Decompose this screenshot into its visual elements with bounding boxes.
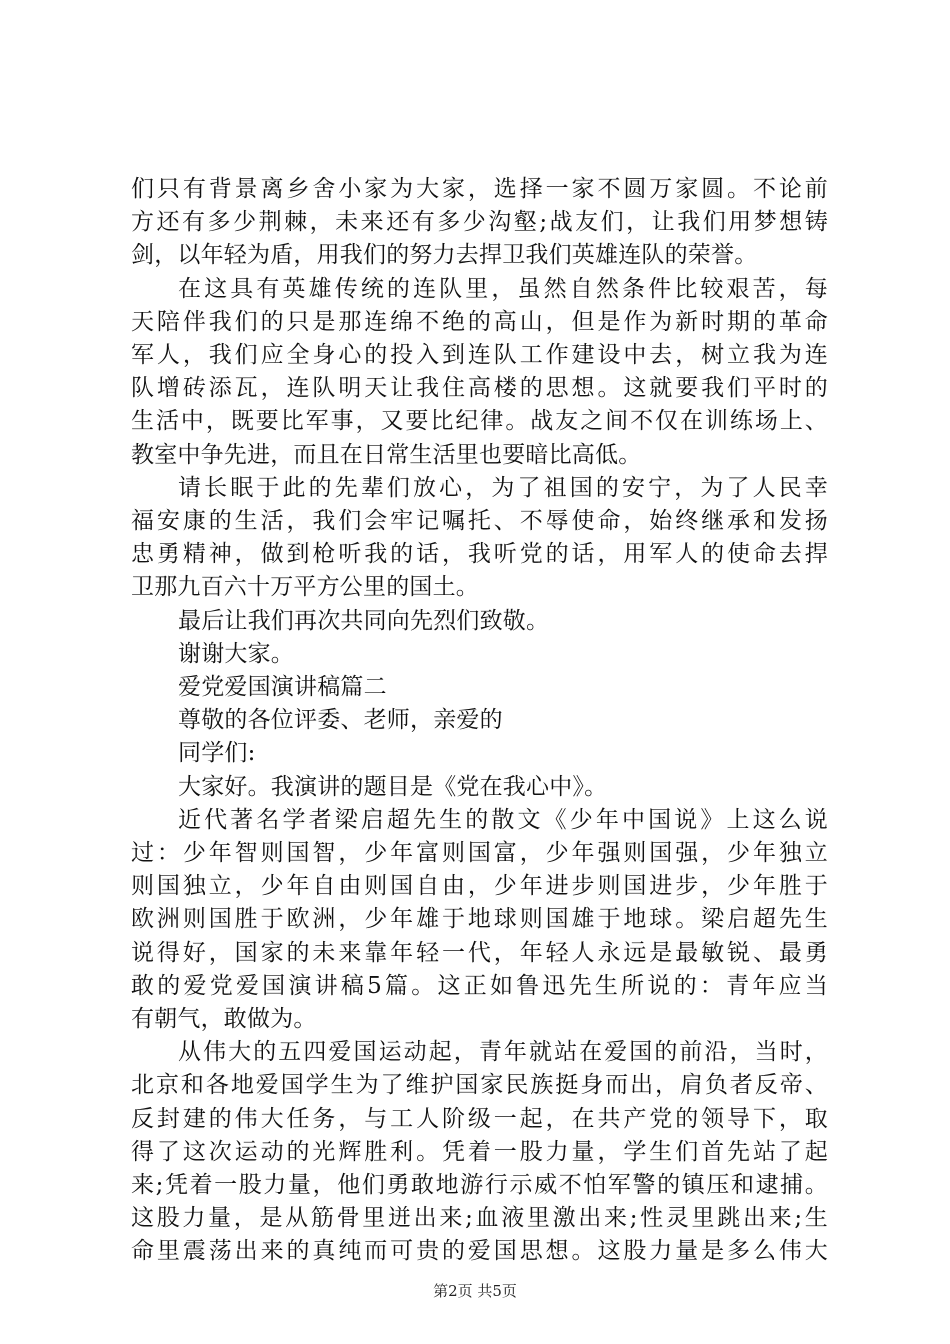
body-line: 们只有背景离乡舍小家为大家，选择一家不圆万家圆。不论前 [131, 176, 828, 202]
body-line: 这股力量，是从筋骨里迸出来;血液里激出来;性灵里跳出来;生 [131, 1205, 828, 1232]
body-line: 近代著名学者梁启超先生的散文《少年中国说》上这么说 [178, 806, 828, 833]
body-line: 忠勇精神，做到枪听我的话，我听党的话，用军人的使命去捍 [131, 541, 828, 568]
body-line: 同学们: [178, 740, 256, 767]
body-line: 北京和各地爱国学生为了维护国家民族挺身而出，肩负者反帝、 [131, 1072, 828, 1099]
body-line: 得了这次运动的光辉胜利。凭着一股力量，学生们首先站了起 [131, 1138, 828, 1165]
body-line: 来;凭着一股力量，他们勇敢地游行示威不怕军警的镇压和逮捕。 [131, 1172, 828, 1198]
body-line: 敢的爱党爱国演讲稿5篇。这正如鲁迅先生所说的：青年应当 [131, 972, 828, 999]
body-line: 教室中争先进，而且在日常生活里也要暗比高低。 [131, 441, 642, 468]
page-number-footer: 第2页 共5页 [433, 1282, 517, 1300]
body-line: 剑，以年轻为盾，用我们的努力去捍卫我们英雄连队的荣誉。 [131, 242, 758, 269]
body-line: 卫那九百六十万平方公里的国土。 [131, 574, 479, 601]
body-line: 生活中，既要比军事，又要比纪律。战友之间不仅在训练场上、 [131, 408, 828, 435]
body-line: 请长眠于此的先辈们放心，为了祖国的安宁，为了人民幸 [178, 474, 828, 501]
body-line: 在这具有英雄传统的连队里，虽然自然条件比较艰苦，每 [178, 275, 828, 302]
body-line: 说得好，国家的未来靠年轻一代，年轻人永远是最敏锐、最勇 [131, 939, 828, 966]
body-line: 反封建的伟大任务，与工人阶级一起，在共产党的领导下，取 [131, 1105, 828, 1132]
body-line: 军人，我们应全身心的投入到连队工作建设中去，树立我为连 [131, 342, 828, 368]
body-line: 从伟大的五四爱国运动起，青年就站在爱国的前沿，当时， [178, 1039, 828, 1066]
body-line: 则国独立，少年自由则国自由，少年进步则国进步，少年胜于 [131, 873, 828, 900]
section-heading: 爱党爱国演讲稿篇二 [178, 674, 387, 700]
body-line: 最后让我们再次共同向先烈们致敬。 [178, 607, 550, 634]
body-line: 过：少年智则国智，少年富则国富，少年强则国强，少年独立 [131, 840, 828, 866]
body-line: 命里震荡出来的真纯而可贵的爱国思想。这股力量是多么伟大 [131, 1238, 828, 1265]
body-line: 福安康的生活，我们会牢记嘱托、不辱使命，始终继承和发扬 [131, 508, 828, 534]
body-line: 有朝气，敢做为。 [131, 1006, 317, 1032]
body-line: 队增砖添瓦，连队明天让我住高楼的思想。这就要我们平时的 [131, 375, 828, 402]
body-line: 天陪伴我们的只是那连绵不绝的高山，但是作为新时期的革命 [131, 308, 828, 335]
body-line: 方还有多少荆棘，未来还有多少沟壑;战友们，让我们用梦想铸 [131, 209, 828, 236]
body-line: 欧洲则国胜于欧洲，少年雄于地球则国雄于地球。梁启超先生 [131, 906, 828, 933]
body-line: 大家好。我演讲的题目是《党在我心中》。 [178, 773, 608, 800]
body-line: 尊敬的各位评委、老师，亲爱的 [178, 707, 503, 734]
body-line: 谢谢大家。 [178, 640, 294, 667]
